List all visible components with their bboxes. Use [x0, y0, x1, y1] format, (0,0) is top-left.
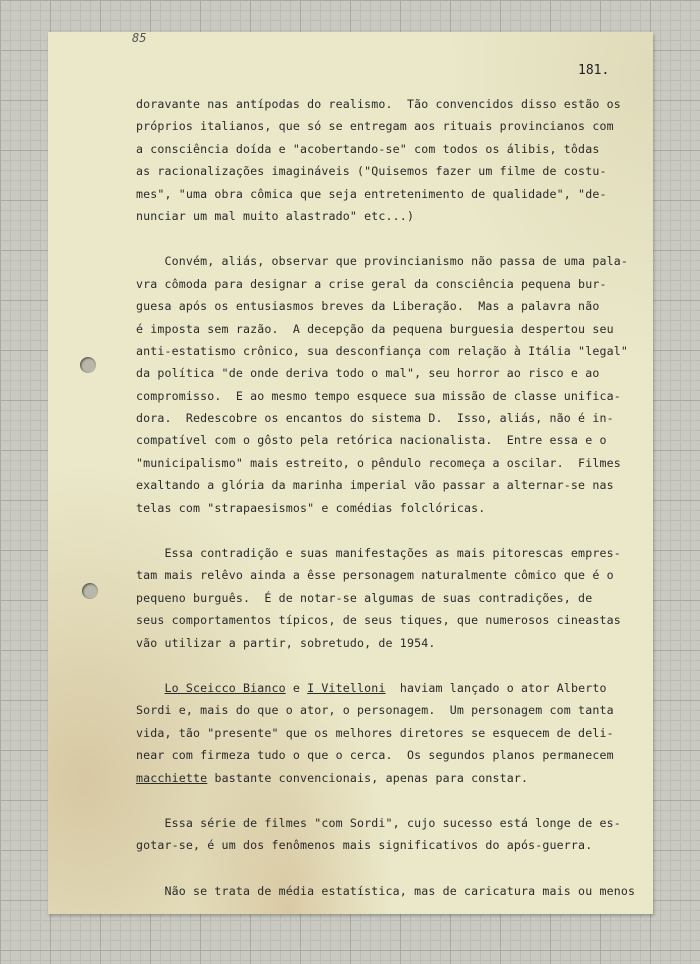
paragraph	[136, 542, 636, 654]
text-line: Sordi e, mais do que o ator, o personagem. Um personagem com tanta	[136, 703, 614, 718]
text-line: vão utilizar a partir, sobretudo, de 1954.	[136, 635, 436, 650]
text-line: compatível com o gôsto pela retórica nacionalista. Entre essa e o	[136, 433, 607, 448]
text-line: guesa após os entusiasmos breves da Liberação. Mas a palavra não	[136, 299, 600, 314]
page-number: 181.	[578, 63, 610, 78]
text-line: compromisso. E ao mesmo tempo esquece sua missão de classe unifica-	[136, 388, 621, 403]
text-line: anti-estatismo crônico, sua desconfiança com relação à Itália "legal"	[136, 343, 628, 358]
text-line: mes", "uma obra cômica que seja entretenimento de qualidade", "de-	[136, 186, 607, 201]
punch-hole-top	[80, 357, 96, 373]
text-line: doravante nas antípodas do realismo. Tão convencidos disso estão os	[136, 97, 621, 111]
text-line: exaltando a glória da marinha imperial vão passar a alternar-se nas	[136, 478, 614, 493]
text-line: a consciência doída e "acobertando-se" com todos os álibis, tôdas	[136, 141, 600, 156]
text-line: pequeno burguês. É de notar-se algumas de suas contradições, de	[136, 590, 593, 605]
text-line: próprios italianos, que só se entregam aos rituais provincianos com	[136, 119, 614, 134]
text-line: seus comportamentos típicos, de seus tiques, que numerosos cineastas	[136, 613, 621, 628]
text-line: gotar-se, é um dos fenômenos mais significativos do após-guerra.	[136, 838, 593, 853]
text-line: near com firmeza tudo o que o cerca. Os segundos planos permanecem	[136, 748, 614, 763]
text-line: Essa série de filmes "com Sordi", cujo sucesso está longe de es-	[136, 815, 621, 830]
text-line: Lo Sceicco Bianco e I Vitelloni haviam lançado o ator Alberto	[164, 680, 607, 695]
paragraph	[136, 812, 636, 857]
text-line: nunciar um mal muito alastrado" etc...)	[136, 208, 415, 223]
text-line: é imposta sem razão. A decepção da pequena burguesia despertou seu	[136, 321, 614, 336]
paragraph	[136, 250, 636, 519]
paragraph	[136, 880, 636, 902]
punch-hole-bottom	[82, 583, 98, 599]
text-line: macchiette bastante convencionais, apenas para constar.	[136, 770, 529, 785]
text-line: "municipalismo" mais estreito, o pêndulo recomeça a oscilar. Filmes	[136, 455, 621, 470]
text-line: da política "de onde deriva todo o mal", seu horror ao risco e ao	[136, 366, 600, 381]
paragraph	[136, 93, 636, 227]
text-line: vida, tão "presente" que os melhores diretores se esquecem de deli-	[136, 725, 614, 740]
corner-page-note: 85	[132, 31, 147, 45]
text-line: Convém, aliás, observar que provincianismo não passa de uma pala-	[136, 254, 628, 269]
underlined-term: Lo Sceicco Bianco	[164, 680, 286, 695]
paragraph	[136, 677, 636, 789]
text-line: telas com "strapaesismos" e comédias folclóricas.	[136, 500, 486, 515]
text-line: Não se trata de média estatística, mas de caricatura mais ou menos	[136, 883, 636, 898]
text-line: dora. Redescobre os encantos do sistema D. Isso, aliás, não é in-	[136, 411, 614, 426]
text-line: Essa contradição e suas manifestações as mais pitorescas empres-	[136, 546, 621, 561]
text-line: vra cômoda para designar a crise geral da consciência pequena bur-	[136, 276, 607, 291]
text-line: as racionalizações imagináveis ("Quisemos fazer um filme de costu-	[136, 164, 607, 179]
text-line: tam mais relêvo ainda a êsse personagem naturalmente cômico que é o	[136, 568, 614, 583]
underlined-term: macchiette	[136, 770, 208, 785]
typed-text	[136, 93, 636, 902]
underlined-term: I Vitelloni	[307, 680, 386, 695]
